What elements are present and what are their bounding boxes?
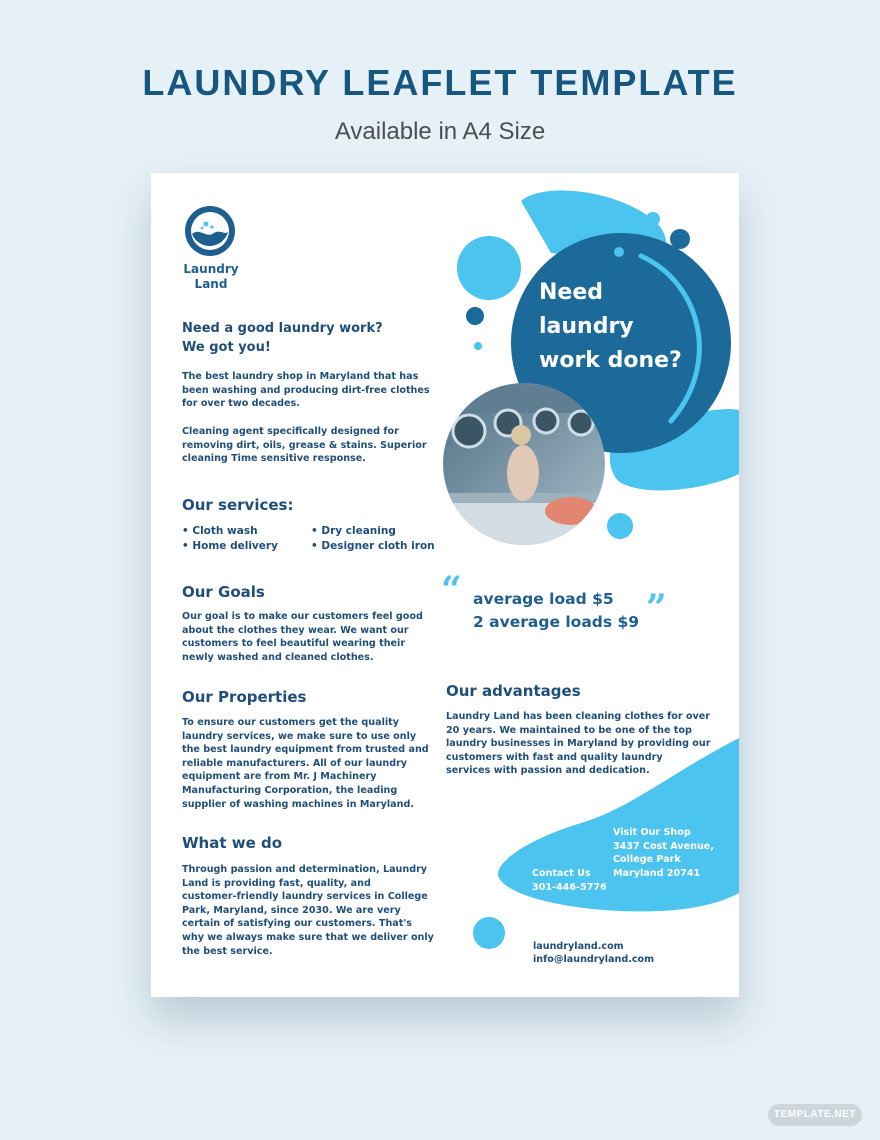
advantages-paragraph [446,710,710,778]
hero-line: Need [539,280,604,305]
bubble-tiny [474,342,482,350]
price-line-2: 2 average loads $9 [473,613,640,631]
bubble-medium [466,307,484,325]
hero-line: laundry [539,314,634,339]
bubble-large [457,236,521,300]
hero-line: work done? [539,348,682,373]
watermark-badge: TEMPLATE.NET [768,1104,862,1126]
shop-label: Visit Our Shop [613,827,691,838]
logo-line-1: Laundry [183,262,239,276]
intro-heading [182,319,383,357]
address-line: Maryland 20741 [613,867,701,879]
advantages-line: services with passion and dedication. [446,765,650,777]
intro-paragraph-2 [182,425,427,466]
phone-number: 301-446-5776 [532,881,607,893]
what-we-do-paragraph [182,863,434,958]
intro-paragraph-1 [182,370,430,411]
email-link[interactable]: info@laundryland.com [533,954,655,965]
goals-heading: Our Goals [182,583,265,601]
what-we-do-line: why we always make sure that we deliver only [182,931,434,943]
bubble-small-2 [670,229,690,249]
service-item: • Cloth wash [182,525,258,537]
intro-p2-line: cleaning Time sensitive response. [182,453,366,465]
advantages-line: laundry businesses in Maryland by providing our [446,738,711,750]
properties-line: the best laundry equipment from trusted and [182,744,429,756]
shop-address [613,826,714,880]
bubble-photo-side [607,513,633,539]
properties-line: equipment are from Mr. J Machinery [182,771,377,783]
properties-line: To ensure our customers get the quality [182,717,399,728]
page-subtitle: Available in A4 Size [334,118,546,145]
pricing-block [473,588,639,634]
bubble-bottom [473,917,505,949]
advantages-line: customers with fast and quality laundry [446,751,663,763]
services-heading: Our services: [182,496,294,514]
intro-heading-line-2: We got you! [182,340,271,355]
advantages-line: 20 years. We maintained to be one of the top [446,724,692,736]
logo-text [171,262,251,292]
contact-label: Contact Us [532,868,591,879]
advantages-line: Laundry Land has been cleaning clothes for over [446,711,711,722]
laundromat-photo [443,383,605,553]
advantages-heading: Our advantages [446,682,581,700]
price-line-1: average load $5 [473,590,614,608]
what-we-do-line: certain of satisfying our customers. That's [182,918,412,930]
properties-line: supplier of washing machines in Maryland. [182,798,414,810]
goals-line: customers to feel beautiful wearing their [182,638,406,650]
hero-headline [539,276,682,378]
properties-paragraph [182,716,429,811]
hero-dot [614,247,624,257]
contact-block [532,867,607,894]
properties-line: laundry services, we make sure to use only [182,730,417,742]
leaflet-sheet [151,173,739,997]
page-title: LAUNDRY LEAFLET TEMPLATE [142,62,738,103]
service-item: • Designer cloth iron [311,540,435,552]
close-quote-icon: ” [646,587,667,629]
intro-p1-line: for over two decades. [182,398,300,410]
logo-icon [184,205,236,257]
properties-line: reliable manufacturers. All of our laundry [182,757,408,769]
service-item: • Dry cleaning [311,525,396,537]
website-link[interactable]: laundryland.com [533,941,624,952]
properties-heading: Our Properties [182,688,307,706]
bubble-small-1 [646,212,660,226]
service-item: • Home delivery [182,540,278,552]
what-we-do-heading: What we do [182,834,283,852]
goals-paragraph [182,610,423,664]
intro-heading-line-1: Need a good laundry work? [182,321,383,336]
intro-p2-line: Cleaning agent specifically designed for [182,426,399,437]
what-we-do-line: Park, Maryland, since 2030. We are very [182,904,401,916]
intro-p2-line: removing dirt, oils, grease & stains. Superior [182,439,427,451]
washing-machine-icon [184,205,236,257]
what-we-do-line: Land is providing fast, quality, and [182,877,371,889]
address-line: College Park [613,854,681,866]
what-we-do-line: customer-friendly laundry services in College [182,891,428,903]
goals-line: Our goal is to make our customers feel good [182,611,423,622]
open-quote-icon: “ [441,569,462,611]
goals-line: newly washed and cleaned clothes. [182,651,374,663]
intro-p1-line: been washing and producing dirt-free clothes [182,384,430,396]
logo-line-2: Land [194,277,228,291]
properties-line: Manufacturing Corporation, the leading [182,784,398,796]
what-we-do-line: the best service. [182,945,273,957]
address-line: 3437 Cost Avenue, [613,840,714,852]
intro-p1-line: The best laundry shop in Maryland that has [182,371,419,382]
web-block [533,940,654,966]
goals-line: about the clothes they wear. We want our [182,624,409,636]
what-we-do-line: Through passion and determination, Laundry [182,864,428,875]
